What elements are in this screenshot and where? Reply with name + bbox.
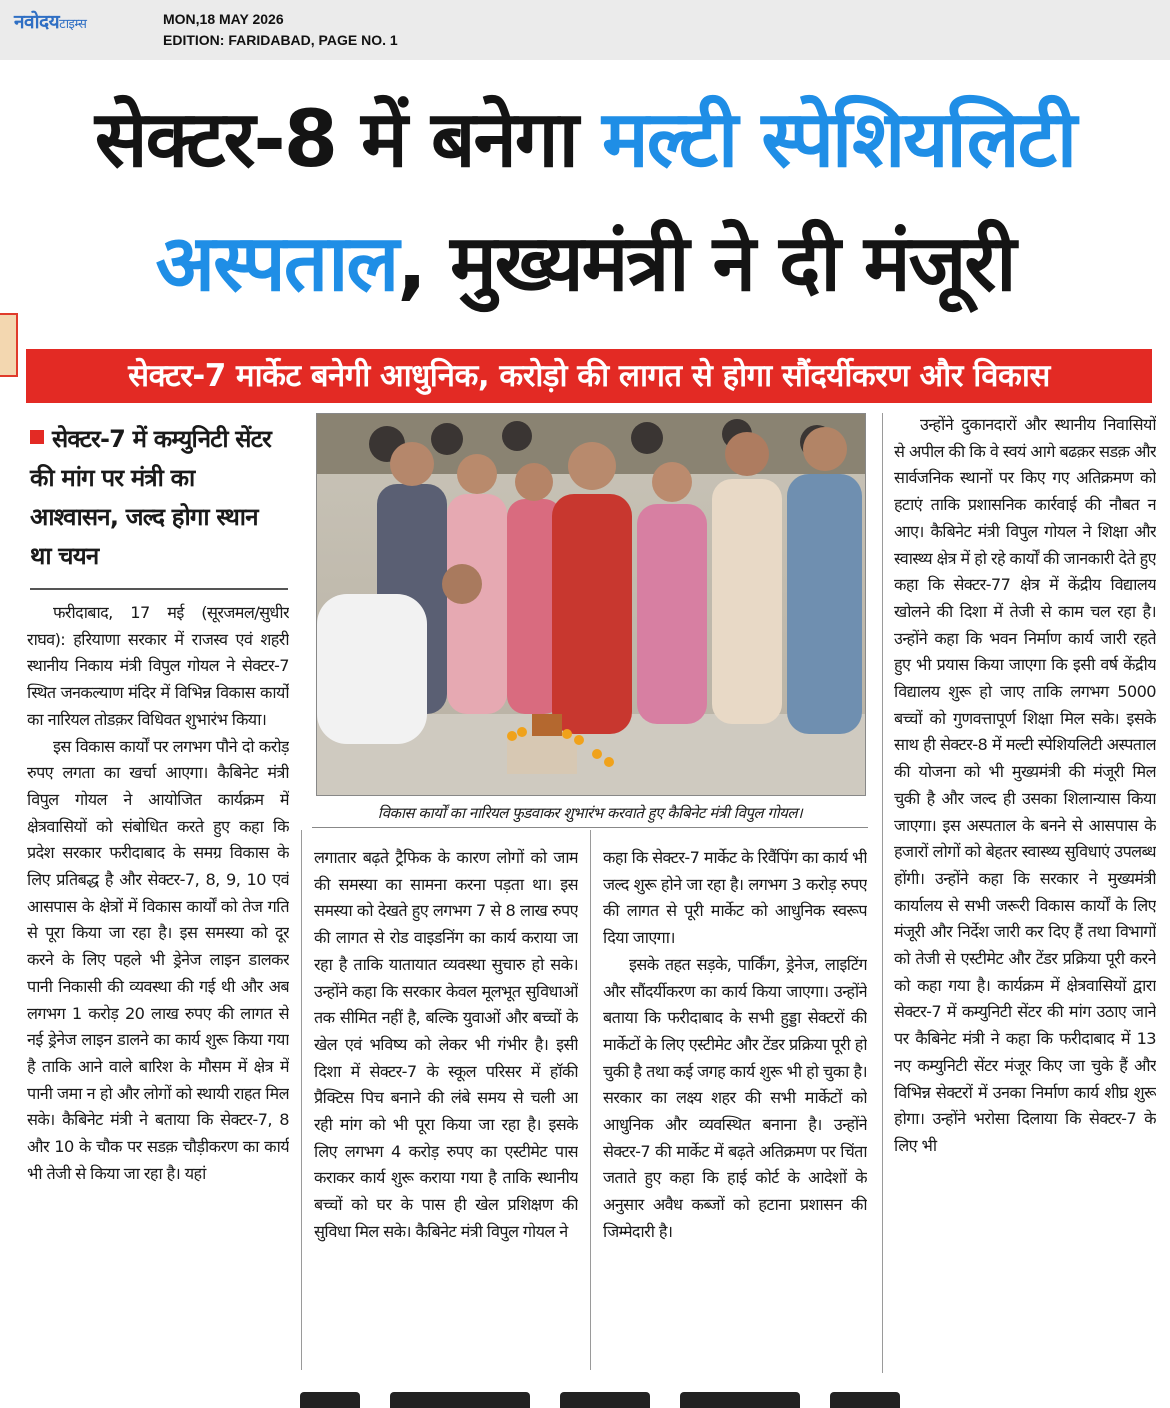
next-headline-partial [300,1392,1160,1408]
article-column-3 [603,845,867,1375]
column3-paragraph-1: कहा कि सेक्टर-7 मार्केट के रिवैंपिंग का कार्य भी जल्द शुरू होने जा रहा है। लगभग 3 करोड़ रुपए की लागत से पूरी मार्केट को आधुनिक स्वरूप दिया जाएगा। [603,848,867,948]
main-headline [0,78,1170,326]
column-divider-1 [301,830,302,1370]
article-column-4 [894,412,1156,1375]
edition-meta [163,9,398,51]
article-column-2 [314,845,578,1375]
headline-line2-black: , मुख्यमंत्री ने दी मंजूरी [397,219,1015,309]
column3-paragraph-2: इसके तहत सड़के, पार्किंग, ड्रेनेज, लाइटिंग और सौंदर्यीकरण का कार्य किया जाएगा। उन्होंने बताया कि फरीदाबाद के सभी हुड्डा सेक्टरों की मार्केटों के लिए एस्टीमेट और टेंडर प्रक्रिया पूरी हो चुकी है तथा कई जगह कार्य शुरू भी हो चुका है। सरकार का लक्ष्य शहर की सभी मार्केटों को आधुनिक और व्यवस्थित बनाना है। उन्होंने सेक्टर-7 की मार्केट में बढ़ते अतिक्रमण पर चिंता जताते हुए कहा कि हाई कोर्ट के आदेशों के अनुसार अवैध कब्जों को हटाना प्रशासन की जिम्मेदारी है। [603,954,867,1241]
masthead-bar [0,0,1170,60]
headline-line1-black: सेक्टर-8 में बनेगा [94,95,603,185]
event-photo-illustration [317,414,865,795]
subhead-banner: सेक्टर-7 मार्केट बनेगी आधुनिक, करोड़ो की लागत से होगा सौंदर्यीकरण और विकास [26,349,1152,403]
logo-small-text: टाइम्स [59,17,87,32]
headline-line-2 [0,202,1170,326]
headline-line-1 [0,78,1170,202]
headline-line1-blue: मल्टी स्पेशियलिटी [602,95,1076,185]
article-column-1 [27,600,289,1375]
column-divider-3 [882,413,883,1373]
column4-paragraph-1: उन्होंने दुकानदारों और स्थानीय निवासियों से अपील की कि वे स्वयं आगे बढक़र सडक़ और सार्वजनिक स्थानों पर किए गए अतिक्रमण को हटाएं ताकि प्रशासनिक कार्रवाई की नौबत न आए। कैबिनेट मंत्री विपुल गोयल ने शिक्षा और स्वास्थ्य क्षेत्र में हो रहे कार्यों की जानकारी देते हुए कहा कि सेक्टर-77 क्षेत्र में केंद्रीय विद्यालय खोलने की दिशा में तेजी से काम चल रहा है। उन्होंने कहा कि भवन निर्माण कार्य जारी रहते हुए भी प्रयास किया जाएगा कि इसी वर्ष केंद्रीय विद्यालय शुरू हो जाए ताकि लगभग 5000 बच्चों को गुणवत्तापूर्ण शिक्षा मिल सके। इसके साथ ही सेक्टर-8 में मल्टी स्पेशियलिटी अस्पताल की योजना को भी मुख्यमंत्री की मंजूरी मिल चुकी है और जल्द ही उसका शिलान्यास किया जाएगा। इस अस्पताल के बनने से आसपास के हजारों लोगों को बेहतर स्वास्थ्य सुविधाएं उपलब्ध होंगी। उन्होंने कहा कि सरकार ने मुख्यमंत्री कार्यालय से सभी जरूरी विकास कार्यों के लिए मंजूरी और निर्देश जारी कर दिए हैं तथा विभागों को तेजी से एस्टीमेट और टेंडर प्रक्रिया पूरी करने को कहा गया है। कार्यक्रम में क्षेत्रवासियों द्वारा सेक्टर-7 में कम्युनिटी सेंटर की मांग उठाए जाने पर कैबिनेट मंत्री ने कहा कि फरीदाबाद में 13 नए कम्युनिटी सेंटर मंजूर किए जा चुके हैं और विभिन्न सेक्टरों में उनका निर्माण कार्य शीघ्र शुरू होगा। उन्होंने भरोसा दिलाया कि सेक्टर-7 के लिए भी [894,415,1156,1155]
event-photo [316,413,866,796]
column1-paragraph-1: फरीदाबाद, 17 मई (सूरजमल/सुधीर राघव): हरियाणा सरकार में राजस्व एवं शहरी स्थानीय निकाय मंत्री विपुल गोयल ने सेक्टर-7 स्थित जनकल्याण मंदिर में विभिन्न विकास कार्यों का नारियल तोडक़र विधिवत शुभारंभ किया। [27,603,289,729]
edition-line: EDITION: FARIDABAD, PAGE NO. 1 [163,32,398,48]
column2-paragraph-1: लगातार बढ़ते ट्रैफिक के कारण लोगों को जाम की समस्या का सामना करना पड़ता था। इस समस्या को देखते हुए लगभग 7 से 8 लाख रुपए की लागत से रोड वाइडनिंग का कार्य कराया जा रहा है ताकि यातायात व्यवस्था सुचारु हो सके। उन्होंने कहा कि सरकार केवल मूलभूत सुविधाओं तक सीमित नहीं है, बल्कि युवाओं और बच्चों के खेल एवं भविष्य को लेकर भी गंभीर है। इसी दिशा में सेक्टर-7 के स्कूल परिसर में हॉकी प्रैक्टिस पिच बनाने की लंबे समय से चली आ रही मांग को भी पूरा किया जा रहा है। इसके लिए लगभग 4 करोड़ रुपए का एस्टीमेट पास कराकर कार्य शुरू कराया गया है ताकि स्थानीय बच्चों को घर के पास ही खेल प्रशिक्षण की सुविधा मिल सके। कैबिनेट मंत्री विपुल गोयल ने [314,848,578,1241]
side-heading [30,420,285,576]
date-line: MON,18 MAY 2026 [163,11,284,27]
side-heading-rule [30,588,288,590]
column-divider-2 [590,830,591,1370]
column1-paragraph-2: इस विकास कार्यों पर लगभग पौने दो करोड़ रुपए लगता का खर्चा आएगा। कैबिनेट मंत्री विपुल गोयल ने आयोजित कार्यक्रम में क्षेत्रवासियों को संबोधित करते हुए कहा कि प्रदेश सरकार फरीदाबाद के समग्र विकास के लिए प्रतिबद्ध है और सेक्टर-7, 8, 9, 10 एवं आसपास के क्षेत्रों में विकास कार्यों को तेज गति से पूरा किया जा रहा है। इस समस्या को दूर करने के लिए पहले भी ड्रेनेज लाइन डालकर पानी निकासी की व्यवस्था की गई थी और अब लगभग 1 करोड़ 20 लाख रुपए की लागत से नई ड्रेनेज लाइन डालने का कार्य शुरू किया गया है ताकि आने वाले बारिश के मौसम में क्षेत्र में पानी जमा न हो और लोगों को स्थायी राहत मिल सके। कैबिनेट मंत्री ने बताया कि सेक्टर-7, 8 और 10 के चौक पर सडक़ चौड़ीकरण का कार्य भी तेजी से किया जा रहा है। यहां [27,736,289,1183]
red-square-bullet-icon [30,430,44,444]
newspaper-logo [14,8,86,34]
logo-main-text: नवोदय [14,11,60,33]
headline-line2-blue: अस्पताल [155,219,398,309]
side-heading-text: सेक्टर-7 में कम्युनिटी सेंटर की मांग पर मंत्री का आश्वासन, जल्द होगा स्थान था चयन [30,425,272,570]
photo-caption: विकास कार्यों का नारियल फुडवाकर शुभारंभ करवाते हुए कैबिनेट मंत्री विपुल गोयल। [312,799,868,828]
clipped-text-strip [300,58,880,68]
